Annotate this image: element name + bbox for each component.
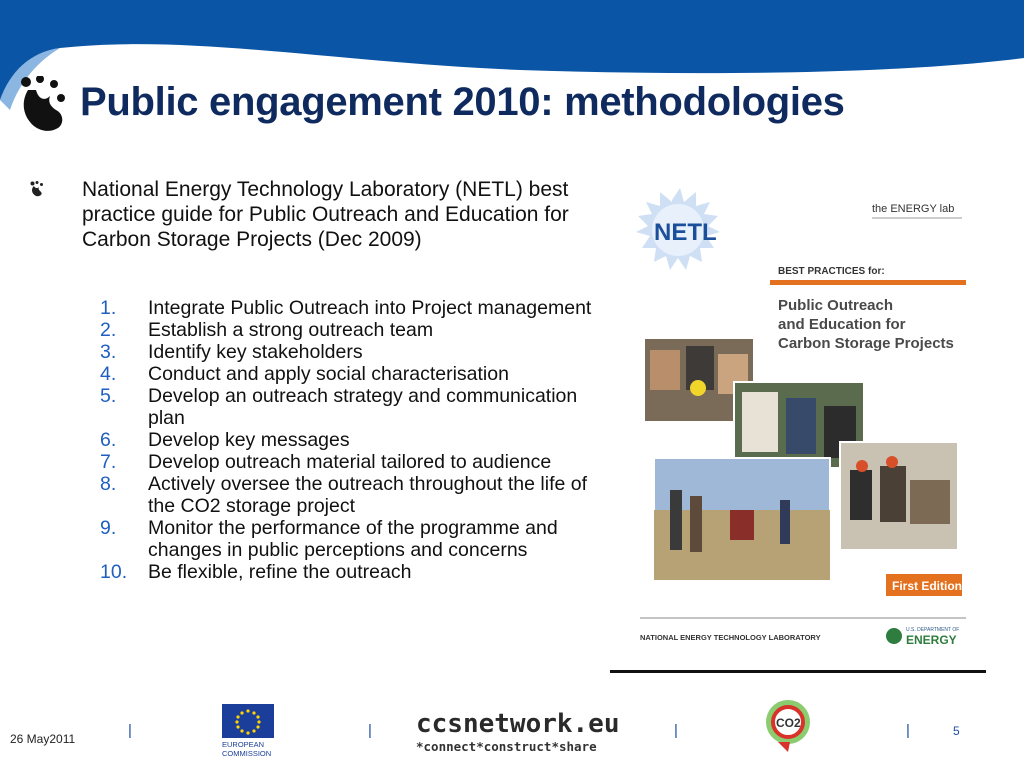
ccs-name-text: ccsnetwork.eu xyxy=(416,709,620,739)
list-item xyxy=(100,451,610,473)
step-text: Develop key messages xyxy=(148,429,350,451)
list-item xyxy=(100,297,610,319)
step-text: Identify key stakeholders xyxy=(148,341,363,363)
step-text: Monitor the performance of the programme and changes in public perceptions and concerns xyxy=(148,517,558,561)
doe-top-text: U.S. DEPARTMENT OF xyxy=(906,627,960,633)
photo-meeting xyxy=(840,442,958,550)
best-practices-text: BEST PRACTICES for: xyxy=(778,266,885,277)
step-number: 2. xyxy=(100,319,117,341)
step-number: 6. xyxy=(100,429,117,451)
eu-commission-logo xyxy=(220,702,276,758)
footer-separator: | xyxy=(906,722,910,739)
co2-logo-icon xyxy=(760,698,816,754)
step-number: 9. xyxy=(100,517,117,539)
netl-logo-text: NETL xyxy=(654,219,717,246)
cover-line-2: and Education for xyxy=(778,316,906,333)
footer-separator: | xyxy=(368,722,372,739)
step-text: Develop an outreach strategy and communication plan xyxy=(148,385,578,429)
steps-list xyxy=(100,297,610,583)
co2-text: CO2 xyxy=(776,716,801,730)
footer-date: 26 May2011 xyxy=(10,732,76,746)
hand-bullet-icon xyxy=(30,181,44,197)
doe-main-text: ENERGY xyxy=(906,633,957,647)
step-number: 1. xyxy=(100,297,117,319)
cover-line-3: Carbon Storage Projects xyxy=(778,335,954,352)
list-item xyxy=(100,363,610,385)
list-item xyxy=(100,429,610,451)
report-cover-image xyxy=(610,170,986,673)
step-number: 7. xyxy=(100,451,117,473)
cover-line-1: Public Outreach xyxy=(778,297,894,314)
list-item xyxy=(100,561,610,583)
list-item xyxy=(100,473,610,517)
step-text: Establish a strong outreach team xyxy=(148,319,434,341)
step-number: 5. xyxy=(100,385,117,407)
step-text: Integrate Public Outreach into Project management xyxy=(148,297,592,319)
list-item xyxy=(100,319,610,341)
first-edition-text: First Edition xyxy=(892,579,962,593)
footer-separator: | xyxy=(128,722,132,739)
ccs-network-logo xyxy=(414,706,628,756)
hand-logo-icon xyxy=(18,76,66,136)
step-text: Actively oversee the outreach throughout the life of the CO2 storage project xyxy=(148,473,588,517)
step-number: 4. xyxy=(100,363,117,385)
ccs-tagline-text: *connect*construct*share xyxy=(416,739,597,754)
page-number: 5 xyxy=(953,724,960,738)
intro-bullet xyxy=(30,177,590,252)
footer-separator: | xyxy=(674,722,678,739)
step-text: Be flexible, refine the outreach xyxy=(148,561,412,583)
energy-lab-text: the ENERGY lab xyxy=(872,203,955,215)
list-item xyxy=(100,517,610,561)
eu-line-1: EUROPEAN xyxy=(222,740,265,749)
photo-field-site xyxy=(654,458,830,580)
eu-line-2: COMMISSION xyxy=(222,749,272,758)
step-number: 10. xyxy=(100,561,128,583)
list-item xyxy=(100,341,610,363)
step-text: Develop outreach material tailored to audience xyxy=(148,451,552,473)
page-title: Public engagement 2010: methodologies xyxy=(80,80,845,124)
lab-name-text: NATIONAL ENERGY TECHNOLOGY LABORATORY xyxy=(640,633,821,642)
step-number: 8. xyxy=(100,473,117,495)
intro-text: National Energy Technology Laboratory (NETL) best practice guide for Public Outreach and Education for Carbon Storage Projects (Dec 2009) xyxy=(82,178,569,251)
list-item xyxy=(100,385,610,429)
step-text: Conduct and apply social characterisation xyxy=(148,363,509,385)
step-number: 3. xyxy=(100,341,117,363)
